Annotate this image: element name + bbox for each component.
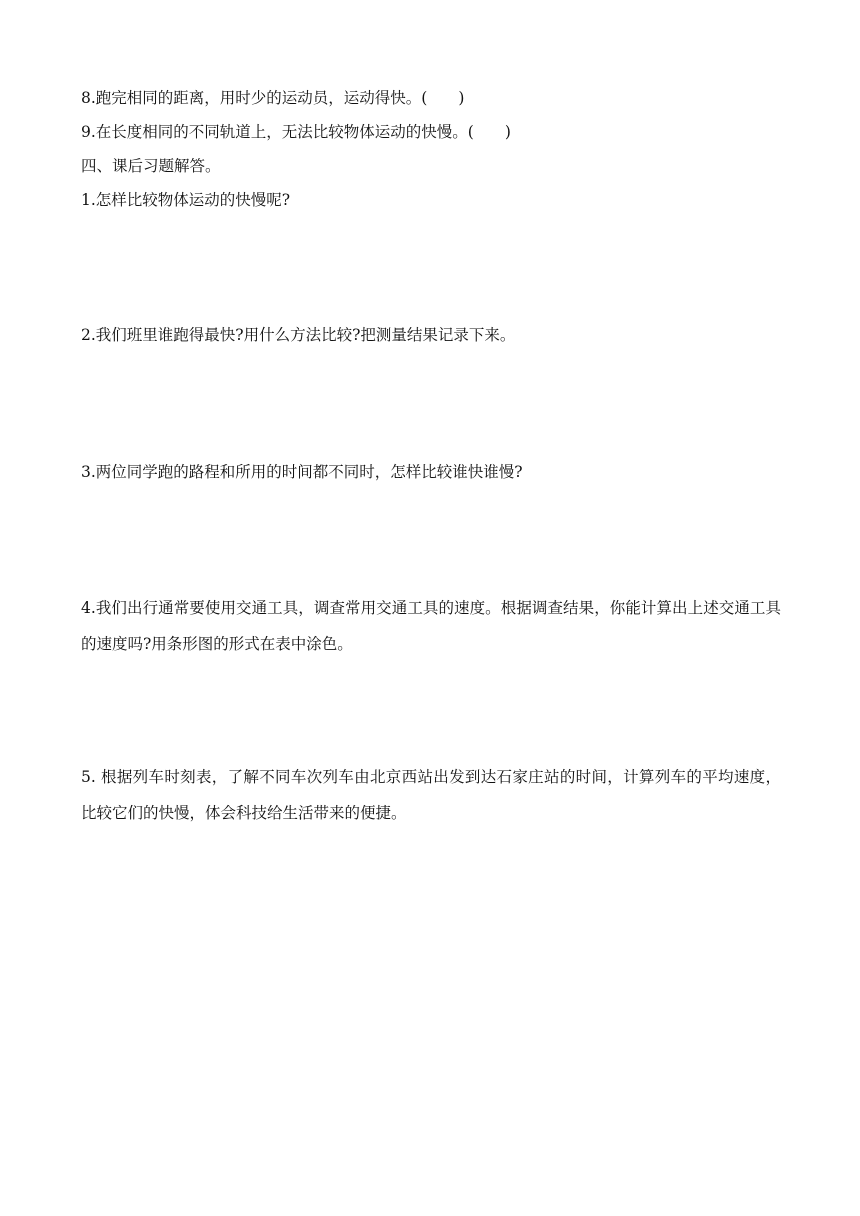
- question-1: 1.怎样比较物体运动的快慢呢?: [81, 191, 291, 209]
- judgement-item-9: 9.在长度相同的不同轨道上，无法比较物体运动的快慢。( ): [81, 123, 511, 141]
- question-3: 3.两位同学跑的路程和所用的时间都不同时，怎样比较谁快谁慢?: [81, 463, 523, 481]
- question-4: 4.我们出行通常要使用交通工具，调查常用交通工具的速度。根据调查结果，你能计算出上述交通工具的速度吗?用条形图的形式在表中涂色。: [81, 599, 781, 653]
- question-5: 5. 根据列车时刻表，了解不同车次列车由北京西站出发到达石家庄站的时间，计算列车的平均速度，比较它们的快慢，体会科技给生活带来的便捷。: [81, 768, 781, 822]
- question-2: 2.我们班里谁跑得最快?用什么方法比较?把测量结果记录下来。: [81, 326, 516, 344]
- section-heading: 四、课后习题解答。: [81, 157, 221, 175]
- judgement-item-8: 8.跑完相同的距离，用时少的运动员，运动得快。( ): [81, 89, 465, 107]
